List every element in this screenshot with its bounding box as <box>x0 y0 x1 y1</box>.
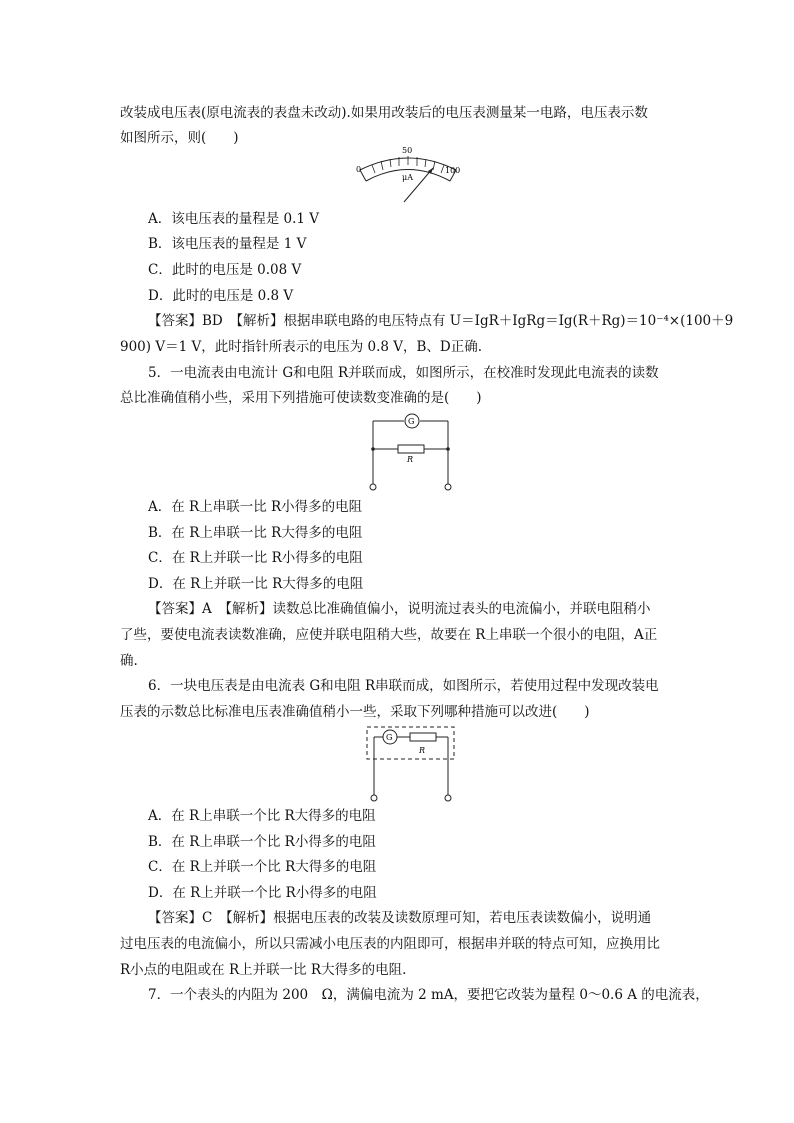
q6-option-d: D．在 R上并联一个比 R小得多的电阻 <box>148 885 377 901</box>
q5-option-d: D．在 R上并联一比 R大得多的电阻 <box>148 576 364 592</box>
meter-unit: μA <box>402 173 413 182</box>
q5-answer-line-2: 了些，要使电流表读数准确，应使并联电阻稍大些，故要在 R上串联一个很小的电阻，A正 <box>120 627 658 643</box>
q6-answer-line-1: 【答案】C 【解析】根据电压表的改装及读数原理可知，若电压表读数偏小，说明通 <box>148 910 652 926</box>
q5-galvanometer-label: G <box>408 417 415 426</box>
q6-resistor-label: R <box>419 746 426 755</box>
meter-label-50: 50 <box>402 146 413 155</box>
q4-option-a: A．该电压表的量程是 0.1 V <box>148 211 320 227</box>
q6-answer-line-2: 过电压表的电流偏小，所以只需减小电压表的内阻即可，根据串并联的特点可知，应换用比 <box>120 936 660 952</box>
q5-resistor-label: R <box>407 455 414 464</box>
q5-stem-line-1: 5．一电流表由电流计 G和电阻 R并联而成，如图所示，在校准时发现此电流表的读数 <box>148 365 659 381</box>
q6-answer-line-3: R小点的电阻或在 R上并联一比 R大得多的电阻. <box>120 962 407 978</box>
q4-option-b: B．该电压表的量程是 1 V <box>148 236 307 252</box>
q4-option-d: D．此时的电压是 0.8 V <box>148 288 294 304</box>
q5-option-b: B．在 R上串联一比 R大得多的电阻 <box>148 525 363 541</box>
q4-answer-line-1: 【答案】BD 【解析】根据串联电路的电压特点有 U＝IgR＋IgRg＝Ig(R＋Rg)＝10⁻⁴×(100＋9 <box>148 313 734 329</box>
q5-option-c: C．在 R上并联一比 R小得多的电阻 <box>148 550 363 566</box>
q6-stem-line-1: 6．一块电压表是由电流表 G和电阻 R串联而成，如图所示，若使用过程中发现改装电 <box>148 678 659 694</box>
meter-label-100: 100 <box>445 166 461 175</box>
q4-option-c: C．此时的电压是 0.08 V <box>148 262 302 278</box>
q6-stem-line-2: 压表的示数总比标准电压表准确值稍小一些，采取下列哪种措施可以改进( ) <box>120 704 590 720</box>
q4-answer-line-2: 900) V＝1 V，此时指针所表示的电压为 0.8 V，B、D正确. <box>120 339 483 355</box>
q6-option-a: A．在 R上串联一个比 R大得多的电阻 <box>148 808 376 824</box>
q6-option-b: B．在 R上串联一个比 R小得多的电阻 <box>148 834 376 850</box>
meter-label-0: 0 <box>356 165 362 174</box>
microammeter-figure <box>352 144 464 206</box>
q6-galvanometer-label: G <box>386 733 393 742</box>
q5-stem-line-2: 总比准确值稍小些，采用下列措施可使读数变准确的是( ) <box>120 390 482 406</box>
q7-stem-line-1: 7．一个表头的内阻为 200 Ω，满偏电流为 2 mA，要把它改装为量程 0～0.6 A 的电流表， <box>148 987 709 1003</box>
intro-line-1: 改装成电压表(原电流表的表盘未改动).如果用改装后的电压表测量某一电路，电压表示数 <box>120 105 648 121</box>
intro-line-2: 如图所示，则( ) <box>120 130 239 146</box>
q5-answer-line-3: 确. <box>120 653 138 669</box>
q5-option-a: A．在 R上串联一比 R小得多的电阻 <box>148 499 363 515</box>
q6-circuit-figure <box>364 723 460 803</box>
q5-circuit-figure <box>368 406 458 492</box>
q6-option-c: C．在 R上并联一个比 R大得多的电阻 <box>148 859 377 875</box>
q5-answer-line-1: 【答案】A 【解析】读数总比准确值偏小，说明流过表头的电流偏小，并联电阻稍小 <box>148 601 651 617</box>
